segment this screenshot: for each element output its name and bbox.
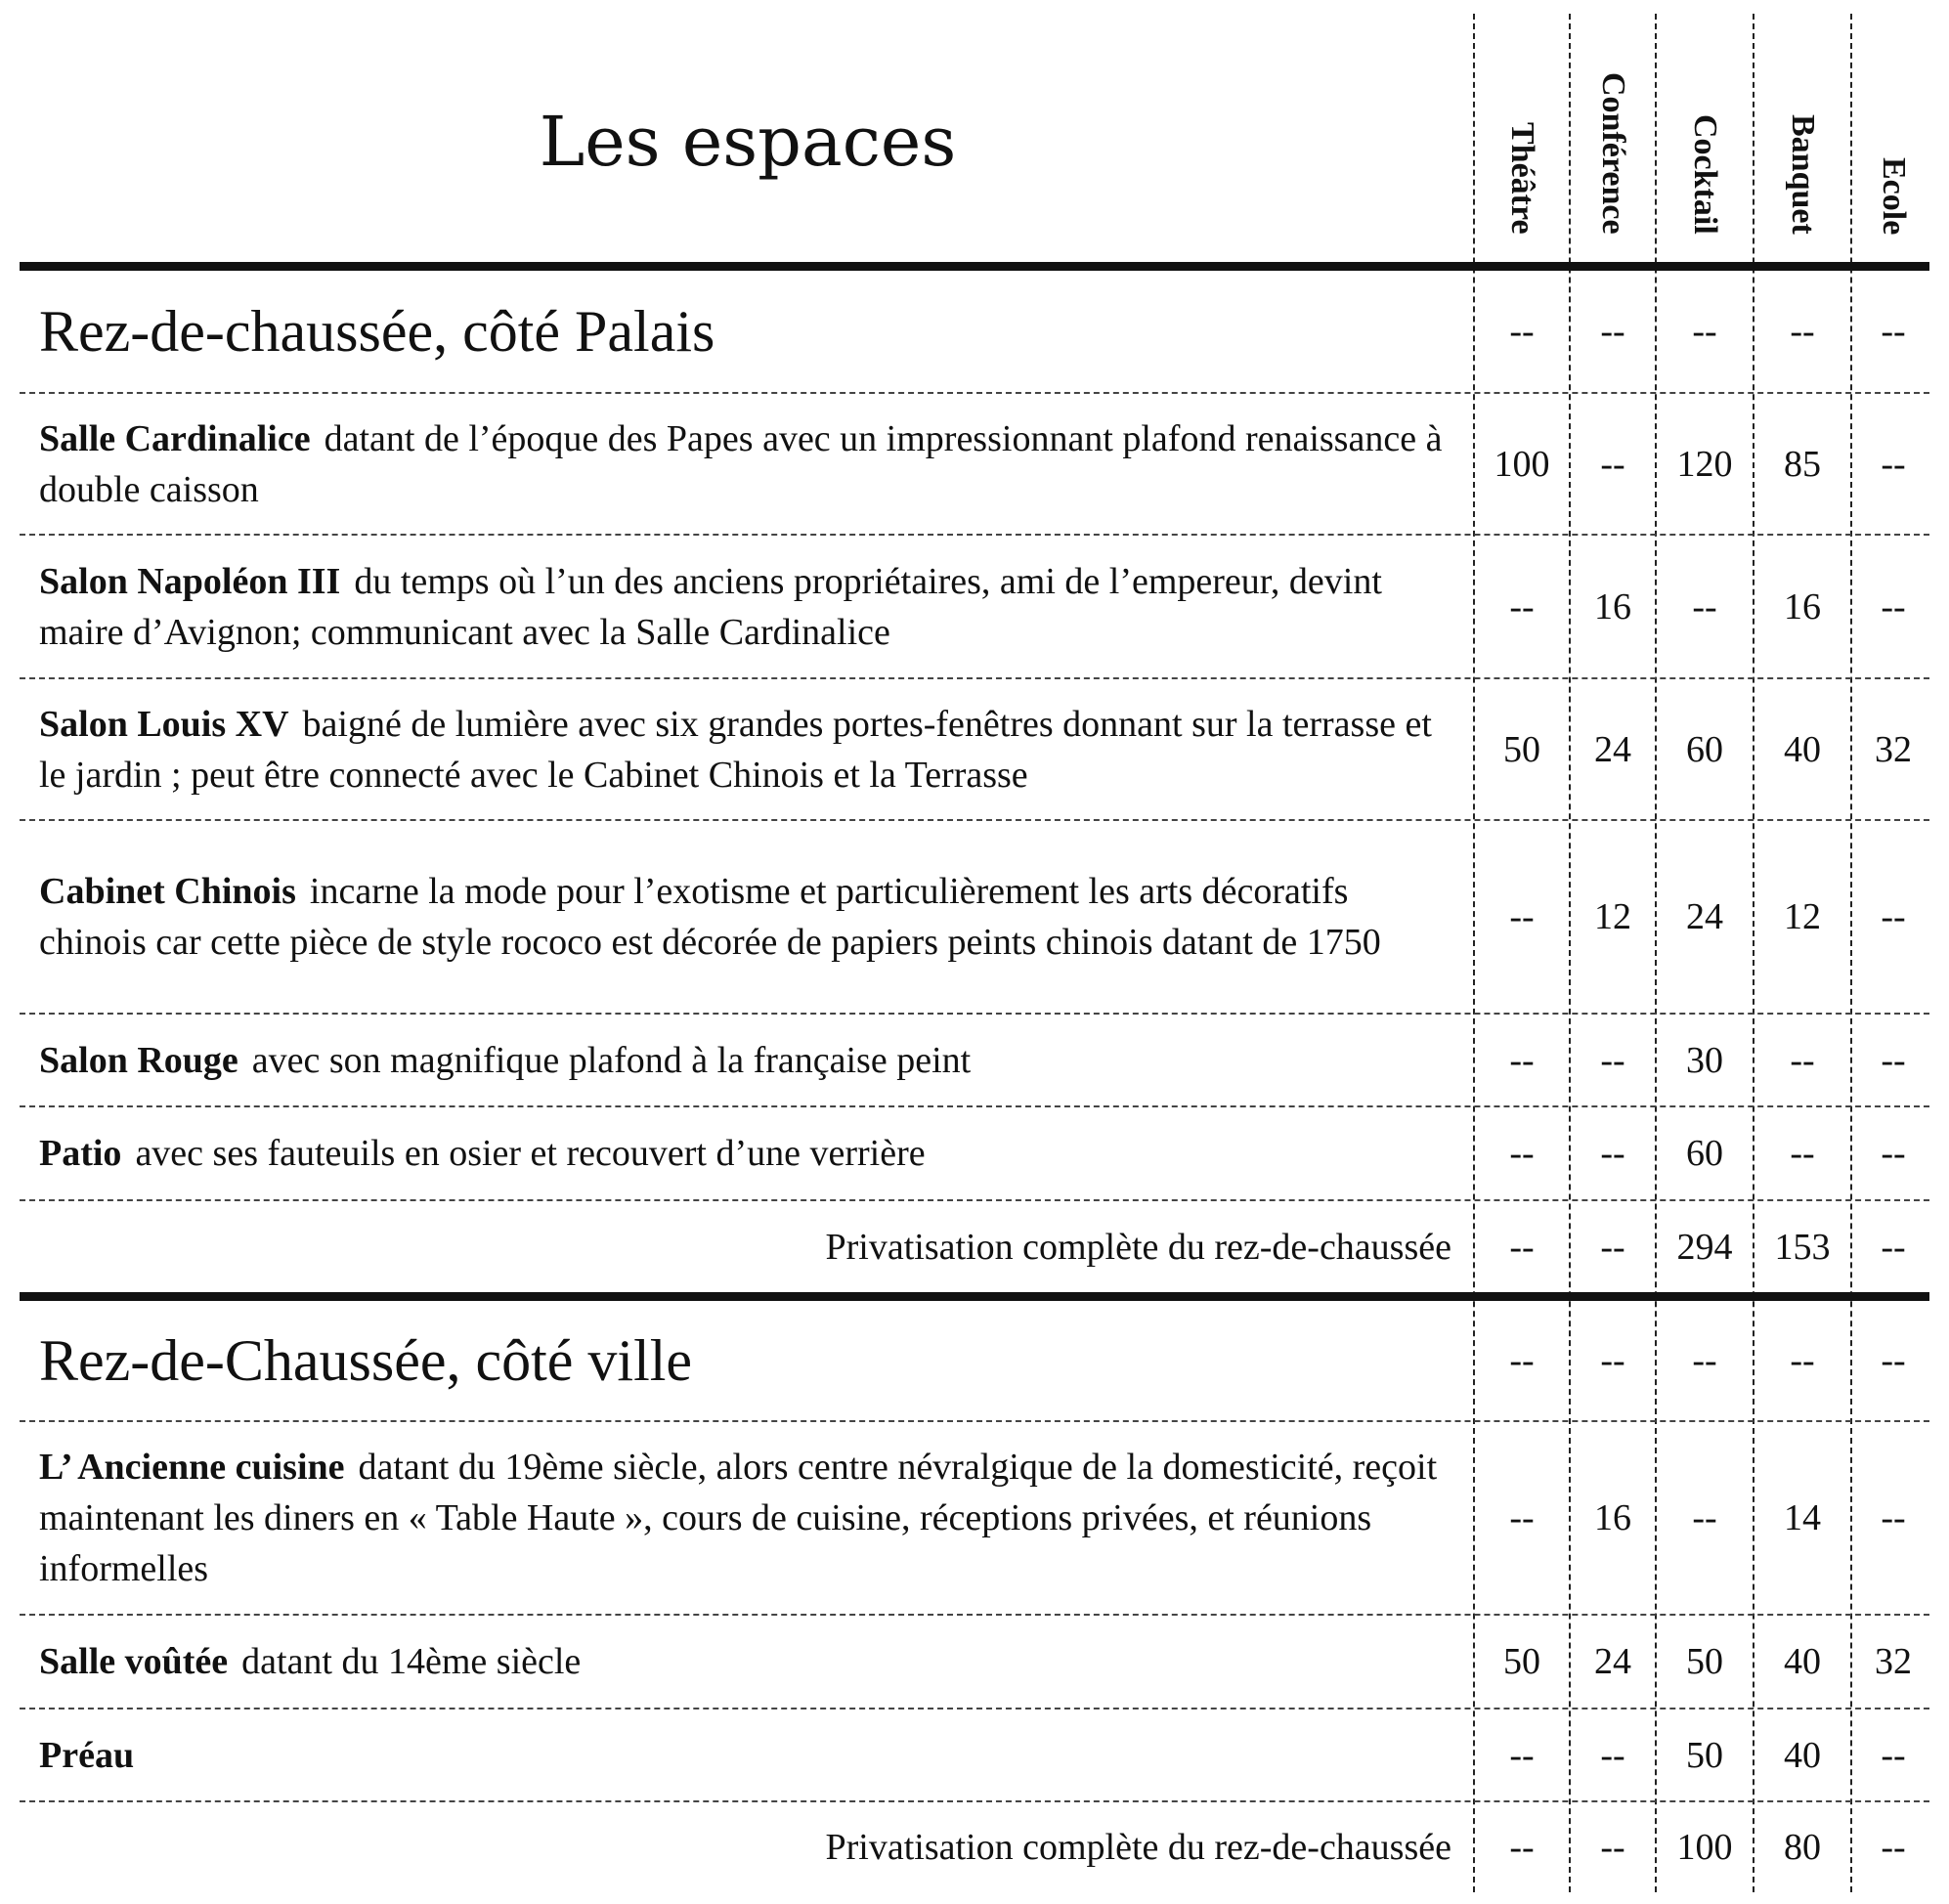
table-row — [0, 1709, 1949, 1800]
value-cell: -- — [1881, 1497, 1906, 1538]
value-cell: -- — [1692, 1340, 1717, 1381]
column-header-ecole: Ecole — [1876, 156, 1912, 235]
value-cell: -- — [1509, 1340, 1535, 1381]
value-cell: 50 — [1686, 1641, 1723, 1682]
room-description: datant du 19ème siècle, alors centre névralgique de la domesticité, reçoit maintenant les diners en « Table Haute », cours de cuisine, réceptions privées, et réunions informelles — [39, 1447, 1438, 1589]
table-row — [0, 1616, 1949, 1708]
total-label: Privatisation complète du rez-de-chaussée — [825, 1226, 1451, 1268]
value-cell: -- — [1509, 1827, 1535, 1868]
room-name: Salle voûtée — [39, 1641, 229, 1682]
table-row — [0, 1107, 1949, 1199]
room-name: Cabinet Chinois — [39, 871, 296, 912]
room-description: avec ses fauteuils en osier et recouvert d’une verrière — [135, 1133, 926, 1174]
value-cell: -- — [1692, 1497, 1717, 1538]
room-description: du temps où l’un des anciens propriétaires, ami de l’empereur, devint maire d’Avignon; communicant avec la Salle Cardinalice — [39, 560, 1382, 653]
value-cell: 100 — [1494, 443, 1550, 485]
total-label: Privatisation complète du rez-de-chaussée — [825, 1827, 1451, 1868]
value-cell: 50 — [1503, 1641, 1540, 1682]
column-header-cocktail: Cocktail — [1687, 114, 1723, 235]
value-cell: -- — [1881, 896, 1906, 937]
room-name: Salle Cardinalice — [39, 417, 311, 459]
value-cell: 24 — [1594, 728, 1631, 770]
value-cell: 120 — [1676, 443, 1733, 485]
value-cell: -- — [1600, 1827, 1625, 1868]
value-cell: 60 — [1686, 1133, 1723, 1174]
value-cell: 16 — [1594, 585, 1631, 627]
value-cell: 100 — [1676, 1827, 1733, 1868]
value-cell: 32 — [1875, 728, 1912, 770]
value-cell: -- — [1509, 1226, 1535, 1268]
total-row — [0, 1201, 1949, 1292]
section-divider — [20, 262, 1929, 271]
value-cell: -- — [1600, 311, 1625, 352]
room-description: datant de l’époque des Papes avec un impressionnant plafond renaissance à double caisson — [39, 417, 1443, 510]
column-header-conference: Conférence — [1595, 72, 1631, 235]
value-cell: -- — [1881, 1133, 1906, 1174]
value-cell: 50 — [1686, 1734, 1723, 1776]
value-cell: 40 — [1784, 1734, 1821, 1776]
value-cell: -- — [1790, 1133, 1815, 1174]
value-cell: 12 — [1784, 896, 1821, 937]
value-cell: -- — [1600, 1133, 1625, 1174]
section-divider — [20, 1292, 1929, 1301]
value-cell: -- — [1881, 585, 1906, 627]
value-cell: -- — [1509, 1039, 1535, 1081]
value-cell: -- — [1692, 585, 1717, 627]
value-cell: -- — [1790, 311, 1815, 352]
section-heading: Rez-de-chaussée, côté Palais — [39, 299, 715, 364]
room-description: incarne la mode pour l’exotisme et particulièrement les arts décoratifs chinois car cette pièce de style rococo est décorée de papiers peints chinois datant de 1750 — [39, 871, 1381, 963]
value-cell: -- — [1790, 1039, 1815, 1081]
section-heading-row — [0, 271, 1949, 392]
value-cell: -- — [1600, 1039, 1625, 1081]
total-row — [0, 1802, 1949, 1892]
room-name: Préau — [39, 1734, 135, 1776]
value-cell: 24 — [1686, 896, 1723, 937]
value-cell: 30 — [1686, 1039, 1723, 1081]
value-cell: 60 — [1686, 728, 1723, 770]
table-row — [0, 536, 1949, 677]
value-cell: 153 — [1774, 1226, 1831, 1268]
value-cell: 16 — [1594, 1497, 1631, 1538]
table-row — [0, 821, 1949, 1013]
value-cell: -- — [1600, 1226, 1625, 1268]
room-description: datant du 14ème siècle — [241, 1641, 582, 1682]
value-cell: 50 — [1503, 728, 1540, 770]
section-heading: Rez-de-Chaussée, côté ville — [39, 1328, 693, 1393]
value-cell: 12 — [1594, 896, 1631, 937]
room-name: Patio — [39, 1133, 122, 1174]
value-cell: -- — [1881, 443, 1906, 485]
table-row — [0, 1422, 1949, 1614]
value-cell: -- — [1600, 1340, 1625, 1381]
value-cell: -- — [1509, 1133, 1535, 1174]
page-title: Les espaces — [539, 102, 957, 182]
table-row — [0, 394, 1949, 534]
value-cell: -- — [1881, 1226, 1906, 1268]
value-cell: 40 — [1784, 1641, 1821, 1682]
table-row — [0, 679, 1949, 819]
value-cell: -- — [1600, 1734, 1625, 1776]
value-cell: -- — [1881, 1734, 1906, 1776]
value-cell: -- — [1881, 1340, 1906, 1381]
value-cell: 294 — [1676, 1226, 1733, 1268]
value-cell: -- — [1509, 896, 1535, 937]
value-cell: -- — [1790, 1340, 1815, 1381]
value-cell: -- — [1509, 311, 1535, 352]
value-cell: -- — [1881, 311, 1906, 352]
value-cell: 14 — [1784, 1497, 1821, 1538]
value-cell: -- — [1600, 443, 1625, 485]
value-cell: -- — [1509, 1734, 1535, 1776]
room-name: L’ Ancienne cuisine — [39, 1447, 345, 1488]
section-heading-row — [0, 1301, 1949, 1420]
value-cell: 80 — [1784, 1827, 1821, 1868]
table-row — [0, 1015, 1949, 1105]
value-cell: -- — [1881, 1039, 1906, 1081]
value-cell: -- — [1509, 585, 1535, 627]
room-name: Salon Louis XV — [39, 703, 289, 745]
room-description: baigné de lumière avec six grandes portes-fenêtres donnant sur la terrasse et le jardin ; peut être connecté avec le Cabinet Chinois et la Terrasse — [39, 703, 1432, 796]
room-name: Salon Rouge — [39, 1039, 238, 1081]
column-header-theatre: Théâtre — [1504, 122, 1540, 235]
value-cell: 85 — [1784, 443, 1821, 485]
value-cell: -- — [1881, 1827, 1906, 1868]
value-cell: 16 — [1784, 585, 1821, 627]
value-cell: 40 — [1784, 728, 1821, 770]
value-cell: 32 — [1875, 1641, 1912, 1682]
room-name: Salon Napoléon III — [39, 560, 341, 602]
value-cell: -- — [1692, 311, 1717, 352]
value-cell: -- — [1509, 1497, 1535, 1538]
column-header-banquet: Banquet — [1785, 114, 1821, 235]
room-description: avec son magnifique plafond à la française peint — [251, 1039, 972, 1081]
value-cell: 24 — [1594, 1641, 1631, 1682]
